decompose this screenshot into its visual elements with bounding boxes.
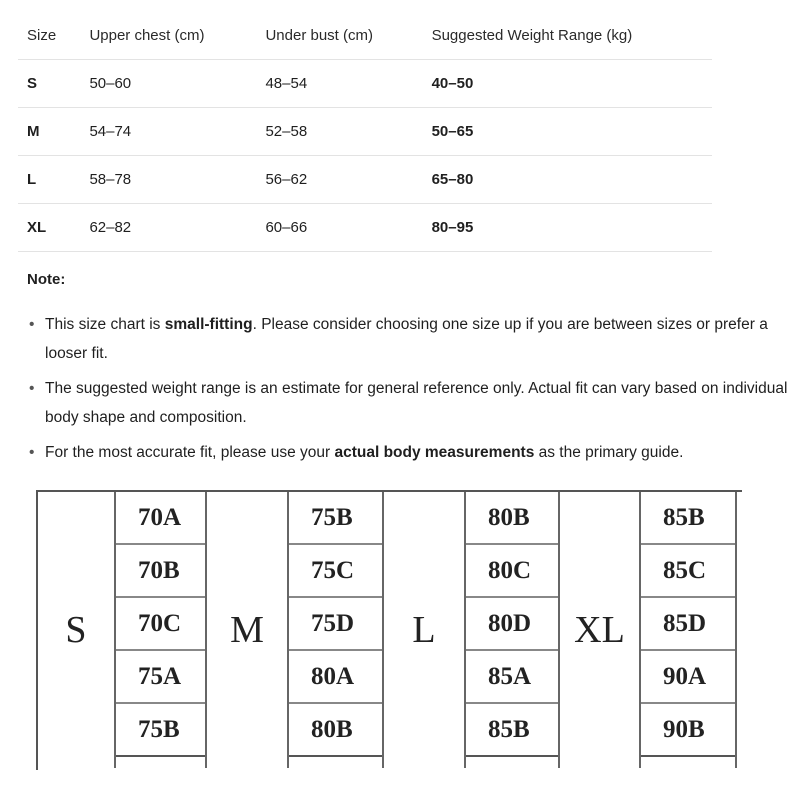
cup-cell: 85B xyxy=(466,704,558,757)
cup-cell: 90A xyxy=(641,651,735,704)
upper-chest-cell: 58–78 xyxy=(80,156,256,204)
cup-cell: 85A xyxy=(466,651,558,704)
size-letter: L xyxy=(384,492,466,768)
cup-cell: 80D xyxy=(466,598,558,651)
note-emphasis: small-fitting xyxy=(164,316,253,333)
cup-cell: 70C xyxy=(116,598,205,651)
table-row xyxy=(18,60,712,108)
upper-chest-cell: 50–60 xyxy=(80,60,256,108)
note-text: For the most accurate fit, please use your xyxy=(45,444,335,461)
cup-cell: 80B xyxy=(289,704,382,757)
size-letter: XL xyxy=(560,492,641,768)
cup-cell: 90B xyxy=(641,704,735,757)
cup-cell: 70A xyxy=(116,492,205,545)
note-list xyxy=(27,310,797,473)
size-letter: S xyxy=(38,492,116,768)
under-bust-cell: 60–66 xyxy=(256,204,422,252)
note-text: This size chart is xyxy=(45,316,165,333)
cup-cell: 75B xyxy=(289,492,382,545)
cup-cell: 70B xyxy=(116,545,205,598)
cup-cell: 75D xyxy=(289,598,382,651)
size-cell: S xyxy=(18,60,80,108)
weight-cell: 40–50 xyxy=(423,60,712,108)
cup-column xyxy=(466,492,560,768)
note-item xyxy=(27,310,797,368)
note-text: as the primary guide. xyxy=(534,444,684,461)
upper-chest-cell: 62–82 xyxy=(80,204,256,252)
cup-cell: 85D xyxy=(641,598,735,651)
header-weight-range: Suggested Weight Range (kg) xyxy=(423,12,712,60)
size-letter: M xyxy=(207,492,289,768)
size-cell: XL xyxy=(18,204,80,252)
table-header-row xyxy=(18,12,712,60)
weight-cell: 50–65 xyxy=(423,108,712,156)
note-text: . Please consider choosing one size up if you are between sizes or prefer a looser fit. xyxy=(45,316,768,362)
under-bust-cell: 52–58 xyxy=(256,108,422,156)
note-text: The suggested weight range is an estimate for general reference only. Actual fit can vary based on individual body shape and composition. xyxy=(45,380,788,426)
size-cell: L xyxy=(18,156,80,204)
cup-cell: 75B xyxy=(116,704,205,757)
cup-cell: 80C xyxy=(466,545,558,598)
size-table xyxy=(18,12,712,252)
table-row xyxy=(18,204,712,252)
note-item xyxy=(27,438,797,467)
table-row xyxy=(18,108,712,156)
cup-column xyxy=(641,492,737,768)
header-size: Size xyxy=(18,12,80,60)
note-emphasis: actual body measurements xyxy=(334,444,535,461)
weight-cell: 65–80 xyxy=(423,156,712,204)
upper-chest-cell: 54–74 xyxy=(80,108,256,156)
cup-cell: 80A xyxy=(289,651,382,704)
under-bust-cell: 56–62 xyxy=(256,156,422,204)
cup-size-chart-image xyxy=(36,490,742,770)
weight-cell: 80–95 xyxy=(423,204,712,252)
size-cell: M xyxy=(18,108,80,156)
cup-cell: 75A xyxy=(116,651,205,704)
cup-column xyxy=(116,492,207,768)
cup-cell: 80B xyxy=(466,492,558,545)
under-bust-cell: 48–54 xyxy=(256,60,422,108)
cup-column xyxy=(289,492,384,768)
cup-cell: 75C xyxy=(289,545,382,598)
header-upper-chest: Upper chest (cm) xyxy=(80,12,256,60)
note-item xyxy=(27,374,797,432)
cup-cell: 85B xyxy=(641,492,735,545)
cup-cell: 85C xyxy=(641,545,735,598)
note-title: Note: xyxy=(27,271,66,288)
header-under-bust: Under bust (cm) xyxy=(256,12,422,60)
table-row xyxy=(18,156,712,204)
